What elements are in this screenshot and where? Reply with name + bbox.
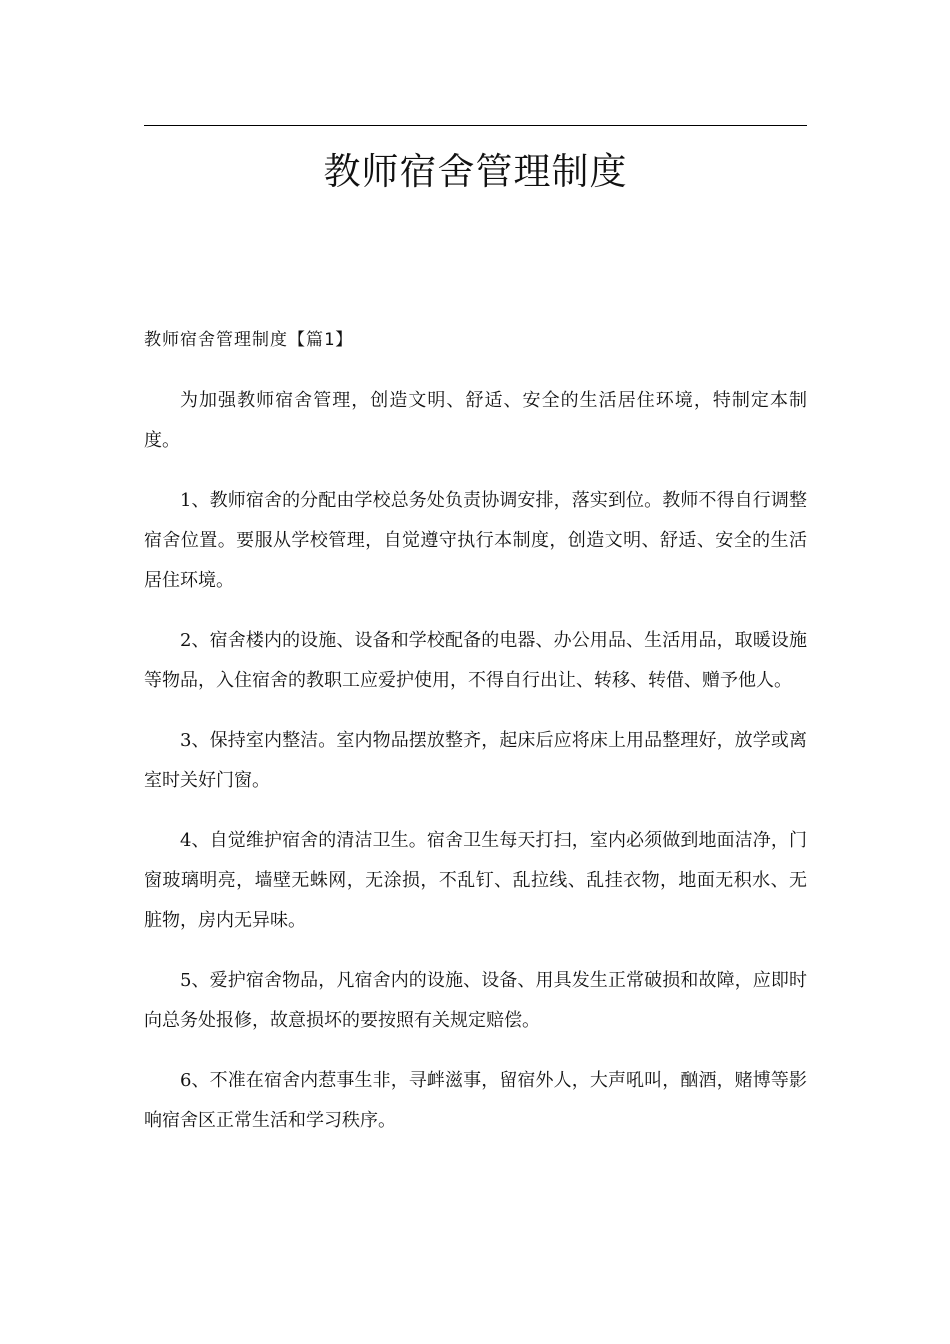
paragraph-rule-5: 5、爱护宿舍物品，凡宿舍内的设施、设备、用具发生正常破损和故障，应即时向总务处报修，故意损坏的要按照有关规定赔偿。 [144,970,807,1031]
paragraph-rule-2: 2、宿舍楼内的设施、设备和学校配备的电器、办公用品、生活用品，取暖设施等物品，入住宿舍的教职工应爱护使用，不得自行出让、转移、转借、赠予他人。 [144,630,807,691]
section-heading: 教师宿舍管理制度【篇1】 [144,330,354,350]
header-divider [144,125,807,126]
paragraph-rule-6: 6、不准在宿舍内惹事生非，寻衅滋事，留宿外人，大声吼叫，酗酒，赌博等影响宿舍区正常生活和学习秩序。 [144,1070,807,1131]
paragraph-rule-4: 4、自觉维护宿舍的清洁卫生。宿舍卫生每天打扫，室内必须做到地面洁净，门窗玻璃明亮，墙壁无蛛网，无涂损，不乱钉、乱拉线、乱挂衣物，地面无积水、无脏物，房内无异味。 [144,830,807,931]
document-title: 教师宿舍管理制度 [323,150,628,193]
document-body [144,381,807,1161]
paragraph-rule-3: 3、保持室内整洁。室内物品摆放整齐，起床后应将床上用品整理好，放学或离室时关好门窗。 [144,730,807,791]
paragraph-rule-1: 1、教师宿舍的分配由学校总务处负责协调安排，落实到位。教师不得自行调整宿舍位置。要服从学校管理，自觉遵守执行本制度，创造文明、舒适、安全的生活居住环境。 [144,490,807,591]
paragraph-intro: 为加强教师宿舍管理，创造文明、舒适、安全的生活居住环境，特制定本制度。 [144,390,807,451]
